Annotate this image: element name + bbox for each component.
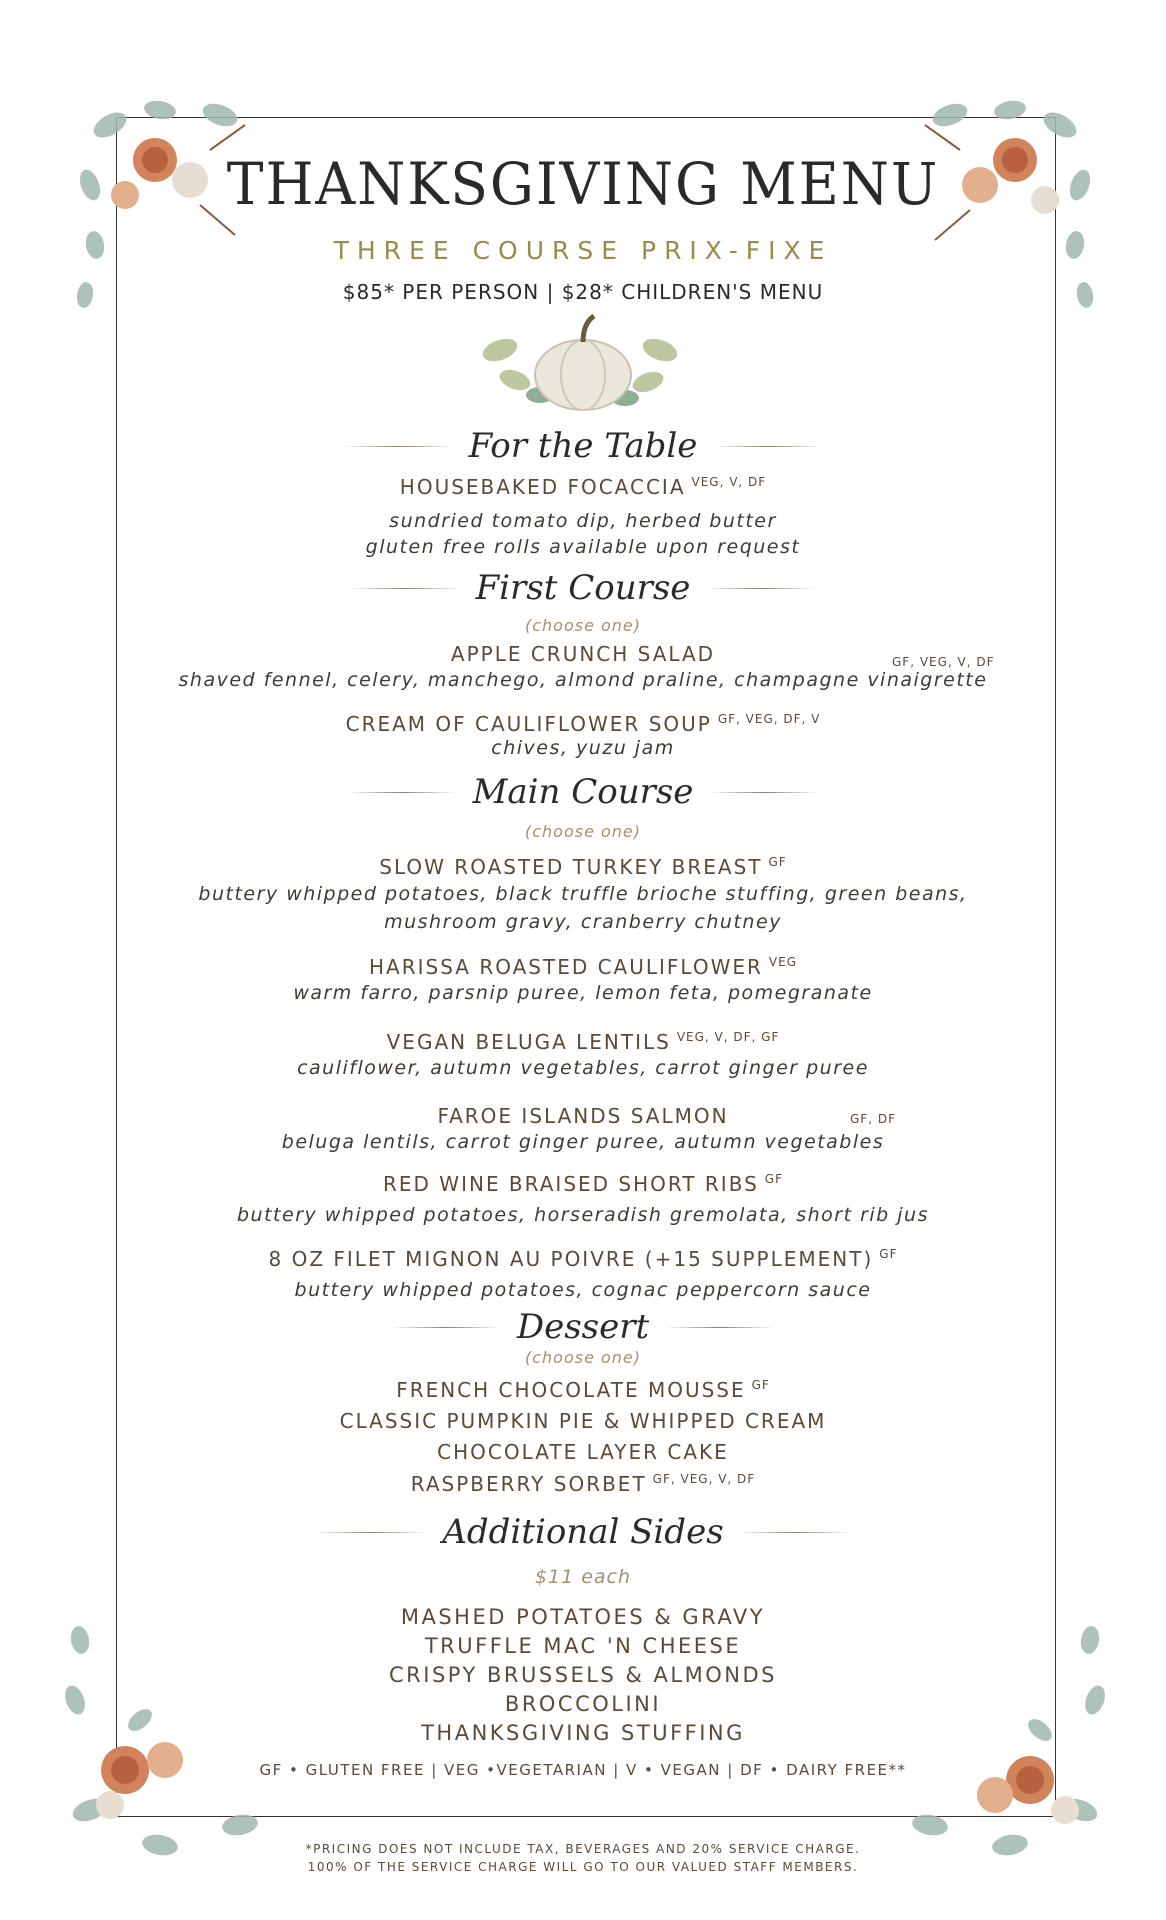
footnote-line: *PRICING DOES NOT INCLUDE TAX, BEVERAGES AND 20% SERVICE CHARGE. [305,1842,861,1856]
item-description: gluten free rolls available upon request [365,536,801,558]
footnote-line: 100% OF THE SERVICE CHARGE WILL GO TO OUR VALUED STAFF MEMBERS. [307,1860,859,1874]
sides-list [0,1603,1166,1748]
menu-item [0,855,1166,879]
diet-tags: VEG, V, DF [691,475,767,490]
item-name: HOUSEBAKED FOCACCIA [399,475,686,499]
section-first-course [0,568,1166,608]
item-name: FRENCH CHOCOLATE MOUSSE [396,1378,746,1402]
section-heading: Main Course [472,772,694,812]
menu-item [0,955,1166,979]
diet-tags: GF, VEG, DF, V [717,712,821,727]
diet-tags: VEG [768,955,797,970]
item-name: CREAM OF CAULIFLOWER SOUP [345,712,712,736]
list-item: BROCCOLINI [504,1692,662,1716]
item-name: 8 OZ FILET MIGNON AU POIVRE (+15 SUPPLEMENT) [268,1247,874,1271]
section-heading: For the Table [468,426,698,466]
menu-subtitle: THREE COURSE PRIX-FIXE [333,236,833,265]
section-heading: Additional Sides [442,1512,724,1552]
choose-note: (choose one) [524,616,642,635]
item-description: shaved fennel, celery, manchego, almond praline, champagne vinaigrette [178,669,988,691]
section-dessert [0,1307,1166,1347]
choose-note: (choose one) [524,1348,642,1367]
menu-item [0,1378,1166,1402]
page-title: THANKSGIVING MENU [226,150,940,218]
item-description: mushroom gravy, cranberry chutney [384,911,782,933]
item-name: VEGAN BELUGA LENTILS [386,1030,671,1054]
item-name: CLASSIC PUMPKIN PIE & WHIPPED CREAM [339,1409,827,1433]
floral-corner-icon [900,95,1100,345]
diet-tags: VEG, V, DF, GF [676,1030,780,1045]
menu-item [0,475,1166,499]
item-name: SLOW ROASTED TURKEY BREAST [379,855,763,879]
list-item: THANKSGIVING STUFFING [421,1721,745,1745]
diet-tags: GF, VEG, V, DF [892,655,995,669]
item-description: cauliflower, autumn vegetables, carrot ginger puree [297,1057,869,1079]
menu-price: $85* PER PERSON | $28* CHILDREN'S MENU [342,280,824,304]
diet-legend: GF • GLUTEN FREE | VEG •VEGETARIAN | V • VEGAN | DF • DAIRY FREE** [259,1761,907,1779]
item-name: HARISSA ROASTED CAULIFLOWER [369,955,763,979]
menu-item [0,712,1166,736]
floral-corner-icon [70,95,270,345]
item-description: buttery whipped potatoes, horseradish gremolata, short rib jus [237,1204,929,1226]
menu-item [0,1030,1166,1054]
section-heading: Dessert [516,1307,650,1347]
section-heading: First Course [475,568,691,608]
item-description: warm farro, parsnip puree, lemon feta, pomegranate [293,982,873,1004]
sides-price: $11 each [534,1566,632,1588]
menu-item [0,1472,1166,1496]
item-description: chives, yuzu jam [491,737,675,759]
section-additional-sides [0,1512,1166,1552]
choose-note: (choose one) [524,822,642,841]
section-main-course [0,772,1166,812]
section-for-the-table [0,426,1166,466]
list-item: MASHED POTATOES & GRAVY [400,1605,766,1629]
diet-tags: GF [768,855,787,870]
diet-tags: GF [751,1378,770,1393]
list-item: CRISPY BRUSSELS & ALMONDS [389,1663,777,1687]
list-item: TRUFFLE MAC 'N CHEESE [424,1634,742,1658]
item-name: FAROE ISLANDS SALMON [437,1104,729,1128]
item-description: beluga lentils, carrot ginger puree, autumn vegetables [281,1131,885,1153]
item-description: sundried tomato dip, herbed butter [389,510,777,532]
item-description: buttery whipped potatoes, black truffle brioche stuffing, green beans, [198,883,968,905]
item-name: RASPBERRY SORBET [410,1472,647,1496]
menu-item [0,1172,1166,1196]
diet-tags: GF [764,1172,783,1187]
item-name: APPLE CRUNCH SALAD [450,642,716,666]
item-name: CHOCOLATE LAYER CAKE [437,1440,729,1464]
item-name: RED WINE BRAISED SHORT RIBS [383,1172,759,1196]
diet-tags: GF, DF [850,1112,896,1126]
diet-tags: GF [879,1247,898,1262]
menu-item [0,1247,1166,1271]
diet-tags: GF, VEG, V, DF [652,1472,756,1487]
item-description: buttery whipped potatoes, cognac peppercorn sauce [294,1279,872,1301]
footnote [0,1840,1166,1876]
pumpkin-icon [470,310,696,415]
